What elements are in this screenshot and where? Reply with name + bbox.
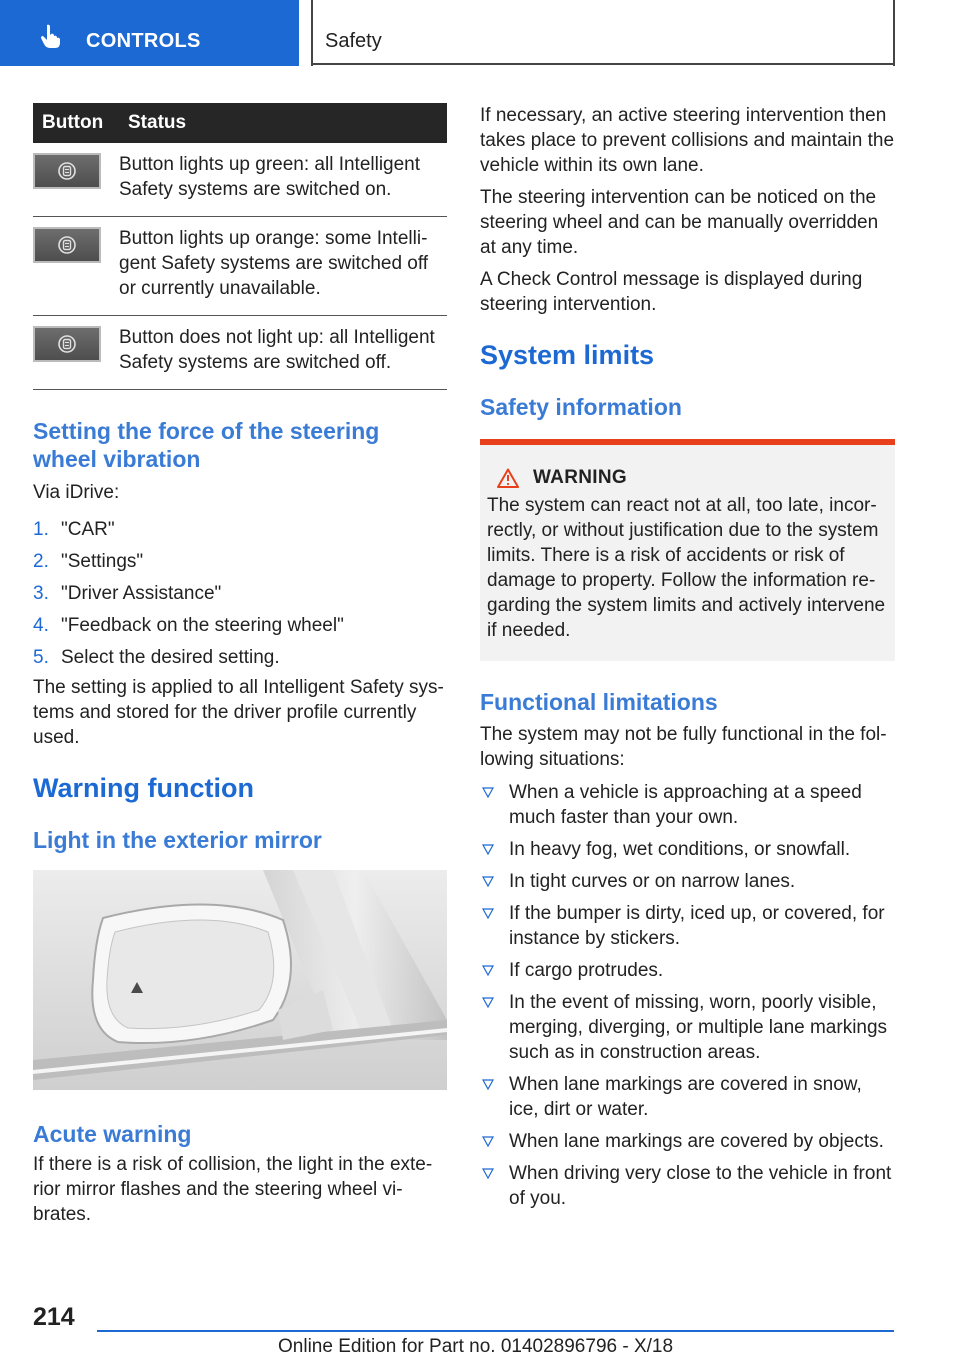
- chapter-label: CONTROLS: [86, 30, 201, 52]
- header-divider: [311, 0, 313, 66]
- acute-warning-text: If there is a risk of collision, the light in the exterior mirror flashes and the steering wheel vibrates.: [33, 1154, 433, 1225]
- pointing-hand-icon: [38, 23, 64, 49]
- column-header-status: Status: [119, 103, 447, 143]
- vibration-intro: Via iDrive:: [33, 482, 120, 503]
- list-item: In tight curves or on narrow lanes.: [480, 869, 895, 894]
- acute-warning-heading: Acute warning: [33, 1121, 192, 1147]
- exterior-mirror-image: [33, 870, 447, 1090]
- table-row: [33, 217, 447, 316]
- list-item: In heavy fog, wet conditions, or snowfall.: [480, 837, 895, 862]
- bullet-triangle-icon: [482, 908, 494, 920]
- button-status-table: [33, 103, 447, 390]
- warning-box: [480, 439, 895, 661]
- chapter-tab[interactable]: [0, 0, 299, 66]
- check-control-paragraph: A Check Control message is displayed during steering intervention.: [480, 269, 863, 315]
- list-item: 4. "Feedback on the steering wheel": [33, 615, 344, 636]
- status-text: Button lights up green: all Intelligent Safety systems are switched on.: [119, 143, 447, 217]
- list-item: When lane markings are covered by objects.: [480, 1129, 895, 1154]
- list-item: When a vehicle is approaching at a speed much faster than your own.: [480, 780, 895, 830]
- status-text: Button does not light up: all Intelligent Safety systems are switched off.: [119, 316, 447, 390]
- list-item: 5. Select the desired setting.: [33, 647, 280, 668]
- bullet-triangle-icon: [482, 1168, 494, 1180]
- intelligent-safety-button-icon: [33, 153, 101, 189]
- header-underline: [311, 63, 895, 65]
- safety-shield-icon: [57, 160, 77, 182]
- list-item: 1. "CAR": [33, 519, 115, 540]
- vibration-note: The setting is applied to all Intelligent Safety systems and stored for the driver profile currently used.: [33, 677, 444, 748]
- list-item: 2. "Settings": [33, 551, 144, 572]
- warning-function-heading: Warning function: [33, 773, 254, 803]
- footer-edition: Online Edition for Part no. 01402896796 - X/18: [278, 1336, 674, 1357]
- table-row: [33, 316, 447, 390]
- bullet-triangle-icon: [482, 965, 494, 977]
- vibration-steps: [33, 517, 447, 670]
- intervention-paragraph: If necessary, an active steering intervention then takes place to prevent collisions and maintain the vehicle within its own lane.: [480, 105, 895, 176]
- system-limits-heading: System limits: [480, 340, 655, 370]
- safety-shield-icon: [57, 333, 77, 355]
- override-paragraph: The steering intervention can be noticed on the steering wheel and can be manually overridden at any time.: [480, 187, 879, 258]
- warning-label: WARNING: [533, 467, 627, 488]
- section-title: Safety: [325, 30, 382, 52]
- bullet-triangle-icon: [482, 1079, 494, 1091]
- bullet-triangle-icon: [482, 1136, 494, 1148]
- bullet-triangle-icon: [482, 876, 494, 888]
- list-item: When driving very close to the vehicle in front of you.: [480, 1161, 895, 1211]
- page-number: 214: [33, 1303, 75, 1331]
- left-column: [33, 103, 447, 1227]
- intelligent-safety-button-icon: [33, 326, 101, 362]
- list-item: In the event of missing, worn, poorly visible, merging, diverging, or multiple lane markings such as in construction areas.: [480, 990, 895, 1065]
- warning-text: The system can react not at all, too late, incorrectly, or without justification due to the system limits. There is a risk of accidents or risk of damage to property. Follow the information regarding the system limits and actively intervene if needed.: [487, 495, 886, 641]
- list-item: If cargo protrudes.: [480, 958, 895, 983]
- header-divider-right: [893, 0, 895, 66]
- column-header-button: Button: [33, 103, 119, 143]
- bullet-triangle-icon: [482, 787, 494, 799]
- list-item: When lane markings are covered in snow, ice, dirt or water.: [480, 1072, 895, 1122]
- functional-limitations-intro: The system may not be fully functional in the following situations:: [480, 724, 887, 770]
- functional-limitations-heading: Functional limitations: [480, 689, 718, 715]
- table-row: [33, 143, 447, 217]
- intelligent-safety-button-icon: [33, 227, 101, 263]
- list-item: 3. "Driver Assistance": [33, 583, 222, 604]
- bullet-triangle-icon: [482, 844, 494, 856]
- warning-triangle-icon: [497, 468, 519, 488]
- safety-shield-icon: [57, 234, 77, 256]
- vibration-heading: Setting the force of the steering wheel vibration: [33, 418, 380, 472]
- list-item: If the bumper is dirty, iced up, or covered, for instance by stickers.: [480, 901, 895, 951]
- status-text: Button lights up orange: some Intelligent Safety systems are switched off or currently unavailable.: [119, 217, 447, 316]
- right-column: [480, 103, 895, 1218]
- footer-rule: [97, 1330, 894, 1332]
- limitations-list: [480, 780, 895, 1211]
- exterior-mirror-heading: Light in the exterior mirror: [33, 827, 322, 853]
- bullet-triangle-icon: [482, 997, 494, 1009]
- safety-information-heading: Safety information: [480, 394, 682, 420]
